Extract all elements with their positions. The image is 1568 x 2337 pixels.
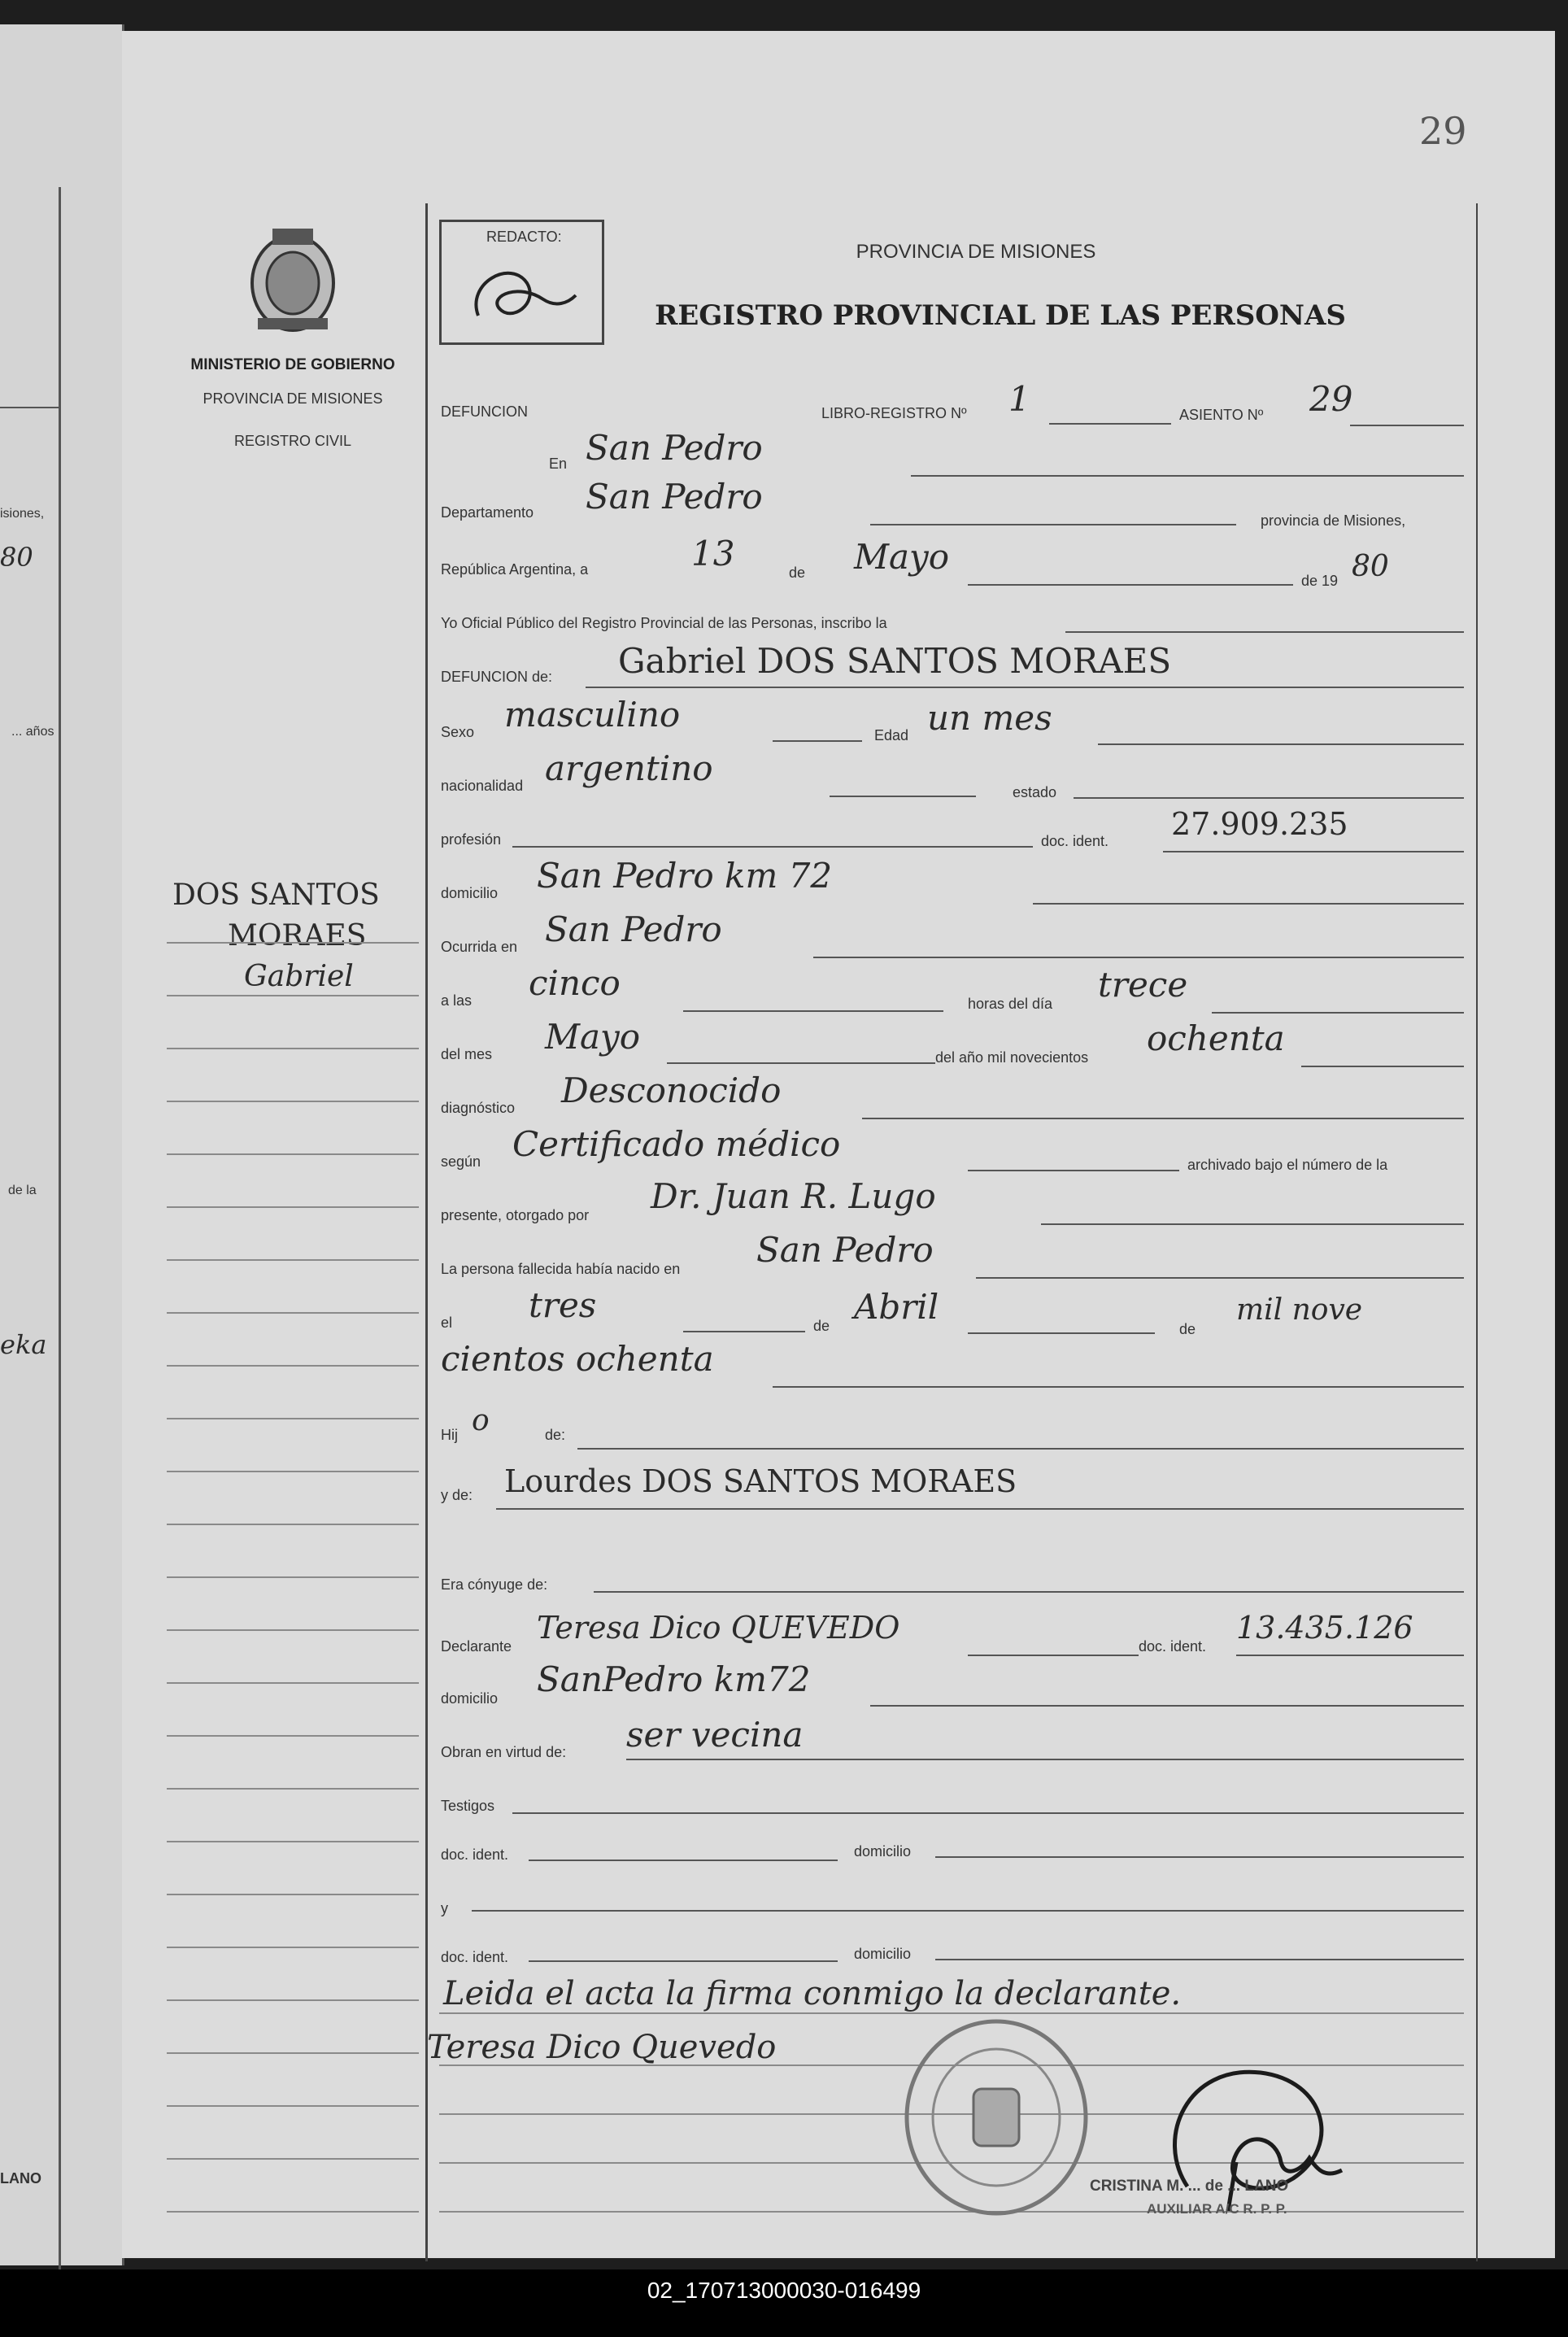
- left-fragment: de la: [8, 1184, 37, 1197]
- libro-value: 1: [1008, 379, 1030, 419]
- ocurrida-label: Ocurrida en: [441, 939, 518, 955]
- margin-divider: [425, 203, 428, 2261]
- edad-value: un mes: [927, 698, 1052, 738]
- official-role: AUXILIAR A/C R. P. P.: [1147, 2201, 1287, 2217]
- doc-ident-value: 27.909.235: [1171, 806, 1348, 842]
- madre-value: Lourdes DOS SANTOS MORAES: [504, 1463, 1017, 1499]
- margin-note-surname: DOS SANTOS: [172, 879, 380, 912]
- province-left: PROVINCIA DE MISIONES: [203, 390, 383, 407]
- registry-name: REGISTRO CIVIL: [233, 433, 352, 449]
- initials-signature-icon: [462, 251, 584, 336]
- edad-label: Edad: [874, 727, 909, 743]
- mil-value: mil nove: [1236, 1293, 1363, 1327]
- y-label: y: [441, 1900, 448, 1916]
- el-value: tres: [529, 1285, 597, 1325]
- nacionalidad-value: argentino: [545, 748, 713, 788]
- margin-note-surname2: MORAES: [228, 919, 367, 953]
- left-fragment: 80: [0, 542, 33, 573]
- hij-label: Hij: [441, 1427, 458, 1443]
- nacido-value: San Pedro: [756, 1230, 934, 1270]
- left-fragment: eka: [0, 1329, 47, 1360]
- libro-label: LIBRO-REGISTRO Nº: [821, 405, 967, 421]
- left-fragment: ... años: [11, 725, 54, 739]
- year-prefix: de 19: [1301, 573, 1339, 589]
- presente-label: presente, otorgado por: [441, 1207, 590, 1223]
- en-value: San Pedro: [586, 428, 763, 468]
- redacto-label: REDACTO:: [486, 229, 562, 245]
- del-mes-value: Mayo: [545, 1017, 641, 1057]
- profesion-label: profesión: [441, 831, 502, 848]
- republica-label: República Argentina, a: [441, 561, 589, 578]
- horas-label: horas del día: [968, 996, 1053, 1012]
- segun-label: según: [441, 1153, 481, 1170]
- deceased-name: Gabriel DOS SANTOS MORAES: [618, 641, 1172, 681]
- nacionalidad-label: nacionalidad: [441, 778, 524, 794]
- anio-label: del año mil novecientos: [935, 1049, 1089, 1066]
- redacto-box: [439, 220, 604, 345]
- oficial-text: Yo Oficial Público del Registro Provincial de las Personas, inscribo la: [441, 615, 887, 631]
- closing-line-1: Leida el acta la firma conmigo la declarante.: [443, 1975, 1182, 2012]
- a-las-value: cinco: [529, 963, 621, 1003]
- y-de-label: y de:: [441, 1487, 473, 1503]
- diagnostico-value: Desconocido: [561, 1070, 782, 1110]
- official-name: CRISTINA M. ... de ... LANO: [1090, 2178, 1289, 2195]
- presente-value: Dr. Juan R. Lugo: [651, 1176, 936, 1216]
- declarante-label: Declarante: [441, 1638, 512, 1655]
- asiento-label: ASIENTO Nº: [1179, 407, 1264, 423]
- asiento-value: 29: [1309, 379, 1353, 419]
- page-number: 29: [1419, 109, 1467, 153]
- margin-note-given: Gabriel: [244, 960, 354, 993]
- ministry-name: MINISTERIO DE GOBIERNO: [190, 356, 395, 373]
- domicilio-label: domicilio: [441, 885, 499, 901]
- decl-domicilio-value: SanPedro km72: [537, 1659, 811, 1699]
- segun-value: Certificado médico: [512, 1124, 841, 1164]
- obran-value: ser vecina: [626, 1715, 804, 1755]
- archivado-label: archivado bajo el número de la: [1187, 1157, 1388, 1173]
- official-signature-icon: [1139, 2048, 1383, 2227]
- defuncion-label: DEFUNCION: [441, 403, 528, 420]
- province-title: PROVINCIA DE MISIONES: [856, 241, 1096, 263]
- registry-title: REGISTRO PROVINCIAL DE LAS PERSONAS: [655, 299, 1346, 332]
- testigos-label: Testigos: [441, 1798, 495, 1814]
- sexo-value: masculino: [504, 695, 681, 735]
- abril-value: Abril: [854, 1287, 939, 1327]
- hij-de-label: de:: [545, 1427, 566, 1443]
- left-page: [0, 24, 124, 2265]
- ocurrida-value: San Pedro: [545, 909, 722, 949]
- t-domicilio-label: domicilio: [854, 1843, 912, 1860]
- domicilio-value: San Pedro km 72: [537, 856, 833, 896]
- en-label: En: [549, 456, 568, 472]
- official-seal-icon: [899, 2016, 1094, 2219]
- decl-doc-label: doc. ident.: [1139, 1638, 1207, 1655]
- horas-value: trece: [1098, 965, 1188, 1005]
- sexo-label: Sexo: [441, 724, 475, 740]
- scan-caption: 02_170713000030-016499: [0, 2269, 1568, 2337]
- coat-of-arms-icon: [240, 222, 346, 336]
- hij-value: o: [472, 1404, 490, 1437]
- obran-label: Obran en virtud de:: [441, 1744, 567, 1760]
- provincia-suffix: provincia de Misiones,: [1261, 512, 1406, 529]
- estado-label: estado: [1013, 784, 1057, 800]
- register-page: [122, 31, 1555, 2258]
- t2-doc-label: doc. ident.: [441, 1949, 509, 1965]
- anio-value: ochenta: [1147, 1018, 1285, 1058]
- left-fragment: LANO: [0, 2170, 41, 2187]
- closing-line-2: Teresa Dico Quevedo: [427, 2029, 777, 2066]
- defuncion-de-label: DEFUNCION de:: [441, 669, 553, 685]
- right-border: [1476, 203, 1478, 2261]
- year-value: 80: [1352, 550, 1389, 583]
- decl-doc-value: 13.435.126: [1236, 1610, 1413, 1646]
- declarante-value: Teresa Dico QUEVEDO: [537, 1610, 900, 1646]
- departamento-value: San Pedro: [586, 477, 763, 517]
- cientos-value: cientos ochenta: [441, 1339, 714, 1379]
- diagnostico-label: diagnóstico: [441, 1100, 516, 1116]
- departamento-label: Departamento: [441, 504, 534, 521]
- decl-domicilio-label: domicilio: [441, 1690, 499, 1707]
- de3-label: de: [1179, 1321, 1196, 1337]
- left-fragment: isiones,: [0, 507, 45, 521]
- month-value: Mayo: [854, 537, 950, 577]
- day-value: 13: [691, 534, 735, 573]
- del-mes-label: del mes: [441, 1046, 493, 1062]
- nacido-label: La persona fallecida había nacido en: [441, 1261, 681, 1277]
- el-label: el: [441, 1315, 453, 1331]
- a-las-label: a las: [441, 992, 473, 1009]
- de-label: de: [789, 565, 806, 581]
- t2-domicilio-label: domicilio: [854, 1946, 912, 1962]
- conyuge-label: Era cónyuge de:: [441, 1576, 548, 1593]
- de2-label: de: [813, 1318, 830, 1334]
- doc-ident-label: doc. ident.: [1041, 833, 1109, 849]
- t-doc-label: doc. ident.: [441, 1846, 509, 1863]
